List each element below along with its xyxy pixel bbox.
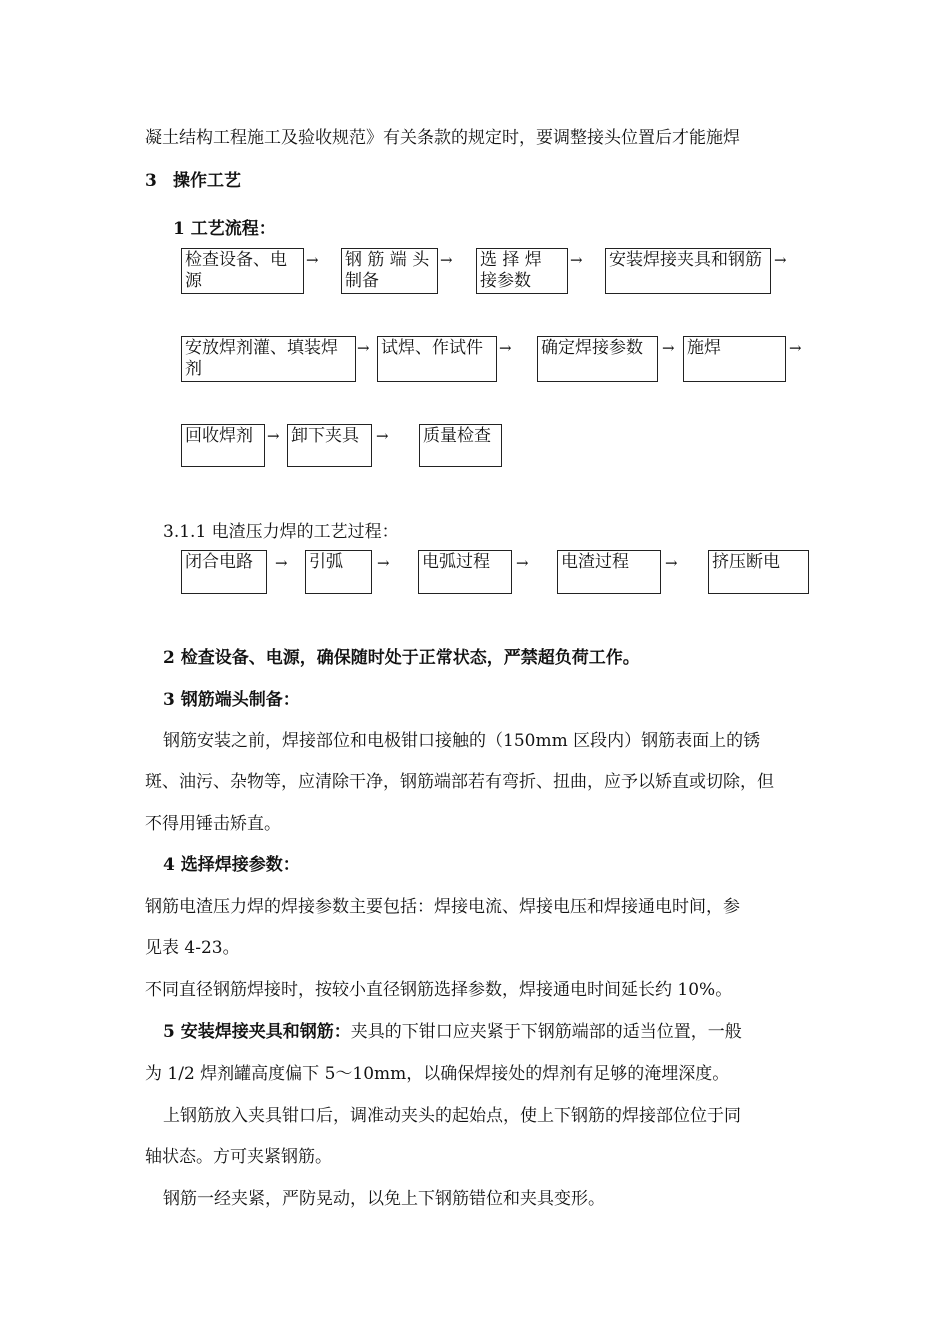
item-5-line-2: 为 1/2 焊剂罐高度偏下 5～10mm，以确保焊接处的焊剂有足够的淹埋深度。	[145, 1064, 730, 1084]
item-4-title: 4 选择焊接参数：	[163, 855, 300, 875]
flow-box-select-params: 选 择 焊 接参数	[476, 248, 568, 294]
arrow-icon: →	[662, 339, 675, 357]
process-box-arc-start: 引弧	[305, 550, 372, 594]
arrow-icon: →	[774, 251, 787, 269]
flow-box-rebar-end: 钢 筋 端 头制备	[341, 248, 438, 294]
process-box-close-circuit: 闭合电路	[181, 550, 267, 594]
process-box-slag-process: 电渣过程	[557, 550, 661, 594]
flow-box-place-flux: 安放焊剂灌、填装焊剂	[181, 336, 356, 382]
item-3-line-2: 斑、油污、杂物等，应清除干净，钢筋端部若有弯折、扭曲，应予以矫直或切除，但	[145, 772, 774, 792]
arrow-icon: →	[570, 251, 583, 269]
item-5-text: 夹具的下钳口应夹紧于下钢筋端部的适当位置，一般	[350, 1022, 742, 1042]
section-3-title: 操作工艺	[173, 171, 241, 191]
item-3-line-3: 不得用锤击矫直。	[145, 814, 281, 834]
subsection-3-1-1-title: 3.1.1 电渣压力焊的工艺过程：	[163, 522, 399, 542]
arrow-icon: →	[440, 251, 453, 269]
item-4-line-3: 不同直径钢筋焊接时，按较小直径钢筋选择参数，焊接通电时间延长约 10%。	[145, 980, 733, 1000]
item-5-title: 5 安装焊接夹具和钢筋：	[163, 1022, 351, 1042]
item-4-line-2: 见表 4-23。	[145, 938, 240, 958]
item-5-line-4: 轴状态。方可夹紧钢筋。	[145, 1147, 332, 1167]
arrow-icon: →	[499, 339, 512, 357]
flow-box-install-fixture: 安装焊接夹具和钢筋	[605, 248, 771, 294]
flow-box-trial-weld: 试焊、作试件	[377, 336, 497, 382]
arrow-icon: →	[789, 339, 802, 357]
arrow-icon: →	[665, 554, 678, 572]
flow-box-check-equipment: 检查设备、电源	[181, 248, 304, 294]
arrow-icon: →	[377, 554, 390, 572]
arrow-icon: →	[516, 554, 529, 572]
section-3-number: 3	[145, 171, 157, 191]
arrow-icon: →	[376, 427, 389, 445]
arrow-icon: →	[275, 554, 288, 572]
flow-box-weld: 施焊	[683, 336, 786, 382]
intro-line: 凝土结构工程施工及验收规范》有关条款的规定时，要调整接头位置后才能施焊	[145, 128, 740, 148]
item-2: 2 检查设备、电源，确保随时处于正常状态，严禁超负荷工作。	[163, 648, 640, 668]
item-4-line-1: 钢筋电渣压力焊的焊接参数主要包括：焊接电流、焊接电压和焊接通电时间，参	[145, 897, 740, 917]
process-box-press-cutoff: 挤压断电	[708, 550, 809, 594]
item-3-line-1: 钢筋安装之前，焊接部位和电极钳口接触的（150mm 区段内）钢筋表面上的锈	[163, 731, 761, 751]
flow-box-recover-flux: 回收焊剂	[181, 424, 265, 467]
flow-box-confirm-params: 确定焊接参数	[537, 336, 658, 382]
process-box-arc-process: 电弧过程	[418, 550, 512, 594]
item-5-line-5: 钢筋一经夹紧，严防晃动，以免上下钢筋错位和夹具变形。	[163, 1189, 605, 1209]
arrow-icon: →	[267, 427, 280, 445]
item-5-line-3: 上钢筋放入夹具钳口后，调准动夹头的起始点，使上下钢筋的焊接部位位于同	[163, 1106, 741, 1126]
item-5-line-1	[163, 1021, 742, 1043]
flow-box-remove-fixture: 卸下夹具	[287, 424, 372, 467]
item-3-title: 3 钢筋端头制备：	[163, 690, 300, 710]
flow-box-quality-check: 质量检查	[419, 424, 502, 467]
arrow-icon: →	[306, 251, 319, 269]
subsection-1-title: 1 工艺流程：	[173, 219, 276, 239]
arrow-icon: →	[357, 339, 370, 357]
